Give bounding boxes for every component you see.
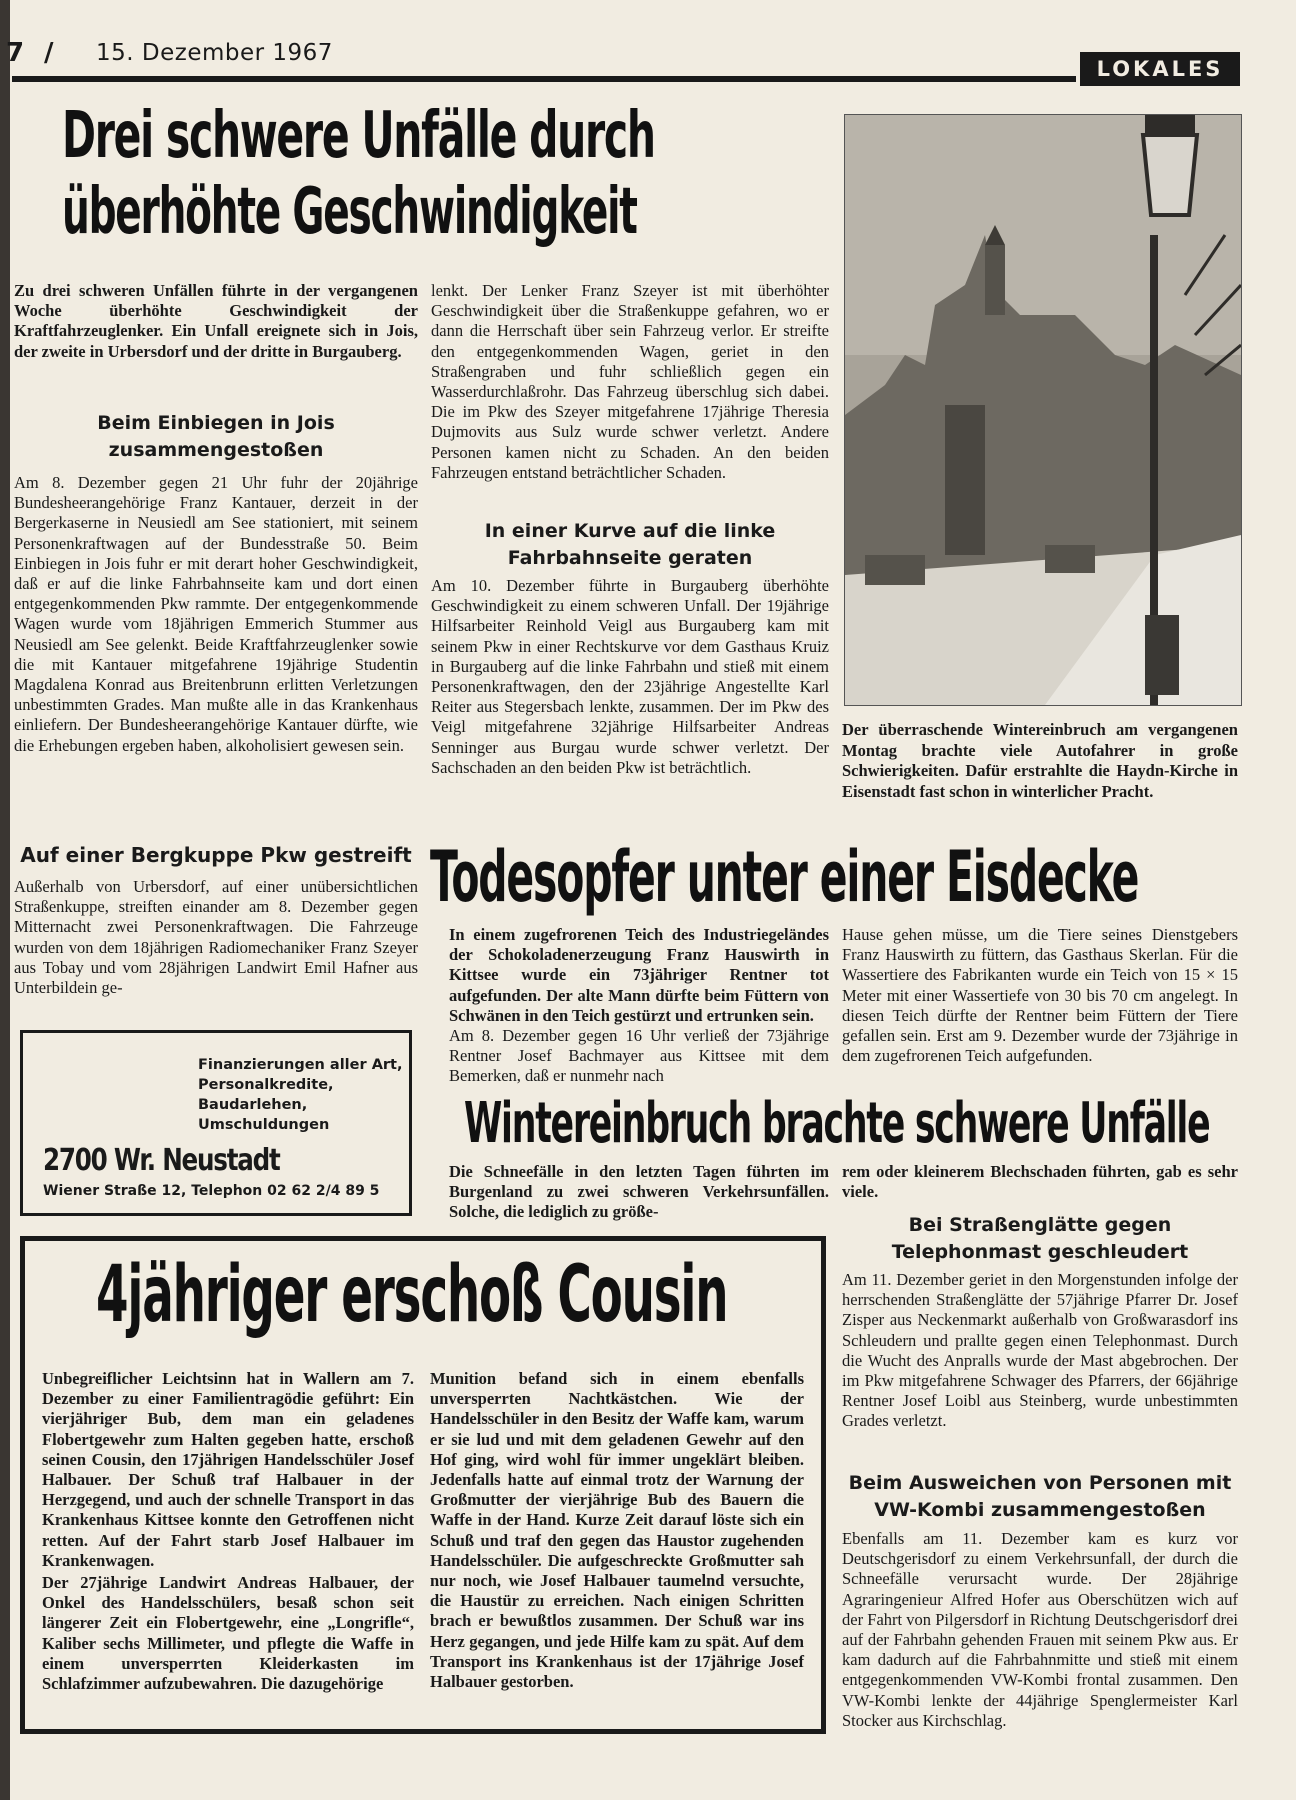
accidents-lead: Zu drei schweren Unfällen führte in der vergangenen Woche überhöhte Geschwindigkeit der Kraftfahrzeuglenker. Ein Unfall ereignete sich in Jois, der zweite in Urbersdorf und der dritte in Burgauberg. bbox=[14, 281, 418, 361]
ad-line-2: Personalkredite, bbox=[198, 1077, 334, 1093]
body-telephonmast: Am 11. Dezember geriet in den Morgenstunden infolge der herrschenden Straßenglätte der 57jährige Pfarrer Dr. Josef Zisper aus Neckenmarkt außerhalb von Großwarasdorf ins Schleudern und prallte gegen einen Telephonmast. Durch die Wucht des Anpralls wurde der Mast abgebrochen. Der im Pkw mitgefahrene Schwager des Pfarrers, der 66jährige Rentner Josef Loibl aus Steinberg, wurde unbestimmten Grades verletzt. bbox=[842, 1270, 1238, 1431]
cousin-lead: Unbegreiflicher Leichtsinn hat in Wallern am 7. Dezember zu einer Familientragödie geführt: Ein vierjähriger Bub, dem man ein geladenes Flobertgewehr zum Halten gegeben hatte, erschoß seinen Cousin, den 17jährigen Handelsschüler Josef Halbauer. Der Schuß traf Halbauer in der Herzgegend, und auch der schnelle Transport in das Krankenhaus Kittsee konnte den Getroffenen nicht retten. Auf der Fahrt starb Josef Halbauer im Krankenwagen. bbox=[42, 1369, 414, 1570]
ad-address: Wiener Straße 12, Telephon 02 62 2/4 89 5 bbox=[43, 1183, 380, 1199]
body-vw-kombi: Ebenfalls am 11. Dezember kam es kurz vor Deutschgerisdorf zu einem Verkehrsunfall, der durch die Schneefälle verursacht wurde. Der 28jährige Agraringenieur Alfred Hofer aus Oberschützen wich auf der Fahrt von Pilgersdorf in Richtung Deutschgerisdorf drei auf der Fahrbahn gehenden Frauen mit seinem Pkw aus. Er kam dadurch auf die Fahrbahnmitte und stieß mit einem entgegenkommenden VW-Kombi frontal zusammen. Den VW-Kombi lenkte der 44jährige Spenglermeister Karl Stocker aus Kirchschlag. bbox=[842, 1529, 1238, 1730]
photo-illustration bbox=[845, 115, 1241, 705]
advertisement-box bbox=[20, 1030, 412, 1216]
headline-ice: Todesopfer unter einer Eisdecke bbox=[430, 836, 1139, 918]
page-number: 7 bbox=[6, 38, 25, 68]
winter-lead-continued: rem oder kleinerem Blechschaden führten, gab es sehr viele. bbox=[842, 1162, 1238, 1202]
headline-winter: Wintereinbruch brachte schwere Unfälle bbox=[464, 1091, 1210, 1156]
cousin-lead-2: Der 27jährige Landwirt Andreas Halbauer, der Onkel des Handelsschülers, besaß schon seit längerer Zeit ein Flobertgewehr, eine „Longrifle“, Kaliber sechs Millimeter, und pflegte die Waffe in einem unversperrten Kleiderkasten im Schlafzimmer aufzubewahren. Die dazugehörige bbox=[42, 1573, 414, 1694]
ice-lead: In einem zugefrorenen Teich des Industriegeländes der Schokoladenerzeugung Franz Hauswirth in Kittsee wurde ein 73jähriger Rentner tot aufgefunden. Der alte Mann dürfte beim Füttern von Schwänen in den Teich gestürzt und ertrunken sein. bbox=[449, 925, 829, 1025]
subhead-vw-kombi: Beim Ausweichen von Personen mit VW-Kombi zusammengestoßen bbox=[848, 1472, 1232, 1521]
headline-accidents-line1: Drei schwere Unfälle durch bbox=[62, 99, 655, 173]
binding-edge bbox=[0, 0, 10, 1800]
cousin-body-continued: Munition befand sich in einem ebenfalls unversperrten Nachtkästchen. Wie der Handelsschüler in den Besitz der Waffe kam, warum er sie lud und mit dem geladenen Gewehr auf den Hof ging, wird wohl für immer ungeklärt bleiben. Jedenfalls hatte auf einmal trotz der Warnung der Großmutter der vierjährige Bub des Bauern die Waffe in der Hand. Kurze Zeit darauf löste sich ein Schuß und traf den gegen das Haustor zugehenden Handelsschüler. Die aufgeschreckte Großmutter sah nur noch, wie Josef Halbauer taumelnd versuchte, die Haustür zu erreichen. Nach einigen Schritten brach er bewußtlos zusammen. Der Schuß war ins Herz gegangen, und jede Hilfe kam zu spät. Auf dem Transport ins Krankenhaus ist der 17jährige Josef Halbauer gestorben. bbox=[430, 1369, 804, 1692]
page-separator: / bbox=[44, 38, 54, 68]
haydn-church-photo bbox=[844, 114, 1242, 706]
ad-line-1: Finanzierungen aller Art, bbox=[198, 1057, 403, 1073]
subhead-jois: Beim Einbiegen in Jois zusammengestoßen bbox=[97, 412, 335, 461]
subhead-telephonmast: Bei Straßenglätte gegen Telephonmast geschleudert bbox=[891, 1214, 1189, 1263]
subhead-kurve: In einer Kurve auf die linke Fahrbahnseite geraten bbox=[484, 520, 776, 569]
ice-body: Am 8. Dezember gegen 16 Uhr verließ der 73jährige Rentner Josef Bachmayer aus Kittsee mit dem Bemerken, daß er nunmehr nach bbox=[449, 1026, 829, 1086]
body-bergkuppe: Außerhalb von Urbersdorf, auf einer unübersichtlichen Straßenkuppe, streiften einander am 8. Dezember gegen Mitternacht zwei Personenkraftwagen. Die Fahrzeuge wurden von dem 18jährigen Radiomechaniker Franz Szeyer aus Tobay und vom 28jährigen Landwirt Emil Hafner aus Unterbildein ge- bbox=[14, 877, 418, 998]
photo-caption: Der überraschende Wintereinbruch am vergangenen Montag brachte viele Autofahrer in große Schwierigkeiten. Dafür erstrahlte die Haydn-Kirche in Eisenstadt fast schon in winterlicher Pracht. bbox=[842, 720, 1238, 801]
ad-line-4: Umschuldungen bbox=[198, 1117, 330, 1133]
body-bergkuppe-continued: lenkt. Der Lenker Franz Szeyer ist mit überhöhter Geschwindigkeit über die Straßenkuppe gefahren, wo er dann die Herrschaft über sein Fahrzeug verlor. Er streifte den entgegenkommenden Wagen, geriet in den Straßengraben und fuhr schließlich gegen ein Wasserdurchlaßrohr. Das Fahrzeug überschlug sich dabei. Die im Pkw des Szeyer mitgefahrene 17jährige Theresia Dujmovits aus Sulz wurde schwer verletzt. Andere Personen kamen nicht zu Schaden. An den beiden Fahrzeugen entstand beträchtlicher Schaden. bbox=[431, 281, 829, 482]
body-kurve: Am 10. Dezember führte in Burgauberg überhöhte Geschwindigkeit zu einem schweren Unfall. Der 19jährige Hilfsarbeiter Reinhold Veigl aus Burgauberg kam mit seinem Pkw in einer Rechtskurve vor dem Gasthaus Kruiz in Burgauberg auf die linke Fahrbahn und stieß mit einem Personenkraftwagen, den der 23jährige Angestellte Karl Reiter aus Stegersbach lenkte, zusammen. Der im Pkw des Veigl mitgefahrene 32jährige Hilfsarbeiter Andreas Senninger aus Burgau wurde schwer verletzt. Der Sachschaden an den beiden Pkw ist beträchtlich. bbox=[431, 576, 829, 777]
headline-cousin: 4jähriger erschoß Cousin bbox=[96, 1250, 728, 1340]
headline-accidents-line2: überhöhte Geschwindigkeit bbox=[62, 175, 637, 249]
subhead-bergkuppe: Auf einer Bergkuppe Pkw gestreift bbox=[20, 843, 412, 867]
body-jois: Am 8. Dezember gegen 21 Uhr fuhr der 20jährige Bundesheerangehörige Franz Kantauer, derzeit in der Bergerkaserne in Neusiedl am See stationiert, mit seinem Personenkraftwagen auf der Bundesstraße 50. Beim Einbiegen in Jois fuhr er mit derart hoher Geschwindigkeit, daß er auf die linke Fahrbahnseite kam und dort einen entgegenkommenden Pkw rammte. Der entgegenkommende Wagen wurde vom 18jährigen Emmerich Stummer aus Neusiedl am See gelenkt. Beide Kraftfahrzeuglenker sowie die mit Kantauer mitgefahrene 19jährige Studentin Magdalena Konrad aus Breitenbrunn erlitten Verletzungen unbestimmten Grades. Man mußte alle in das Krankenhaus einliefern. Der Bundesheerangehörige Kantauer dürfte, wie die Erhebungen ergeben haben, alkoholisiert gewesen sein. bbox=[14, 473, 418, 755]
ice-body-continued: Hause gehen müsse, um die Tiere seines Dienstgebers Franz Hauswirth zu füttern, das Gasthaus Skerlan. Für die Wassertiere des Fabrikanten wurde ein Teich von 15 × 15 Meter mit einer Wassertiefe von 30 bis 70 cm angelegt. In diesen Teich dürfte der Rentner beim Füttern der Tiere gefallen sein. Erst am 9. Dezember wurde der 73jährige in dem zugefrorenen Teich aufgefunden. bbox=[842, 925, 1238, 1066]
winter-lead: Die Schneefälle in den letzten Tagen führten im Burgenland zu zwei schweren Verkehrsunfällen. Solche, die lediglich zu größe- bbox=[449, 1162, 829, 1222]
section-badge: LOKALES bbox=[1080, 52, 1240, 86]
header-rule bbox=[12, 76, 1076, 82]
ad-line-3: Baudarlehen, bbox=[198, 1097, 308, 1113]
issue-date: 15. Dezember 1967 bbox=[96, 40, 333, 66]
ad-city: 2700 Wr. Neustadt bbox=[43, 1143, 280, 1178]
